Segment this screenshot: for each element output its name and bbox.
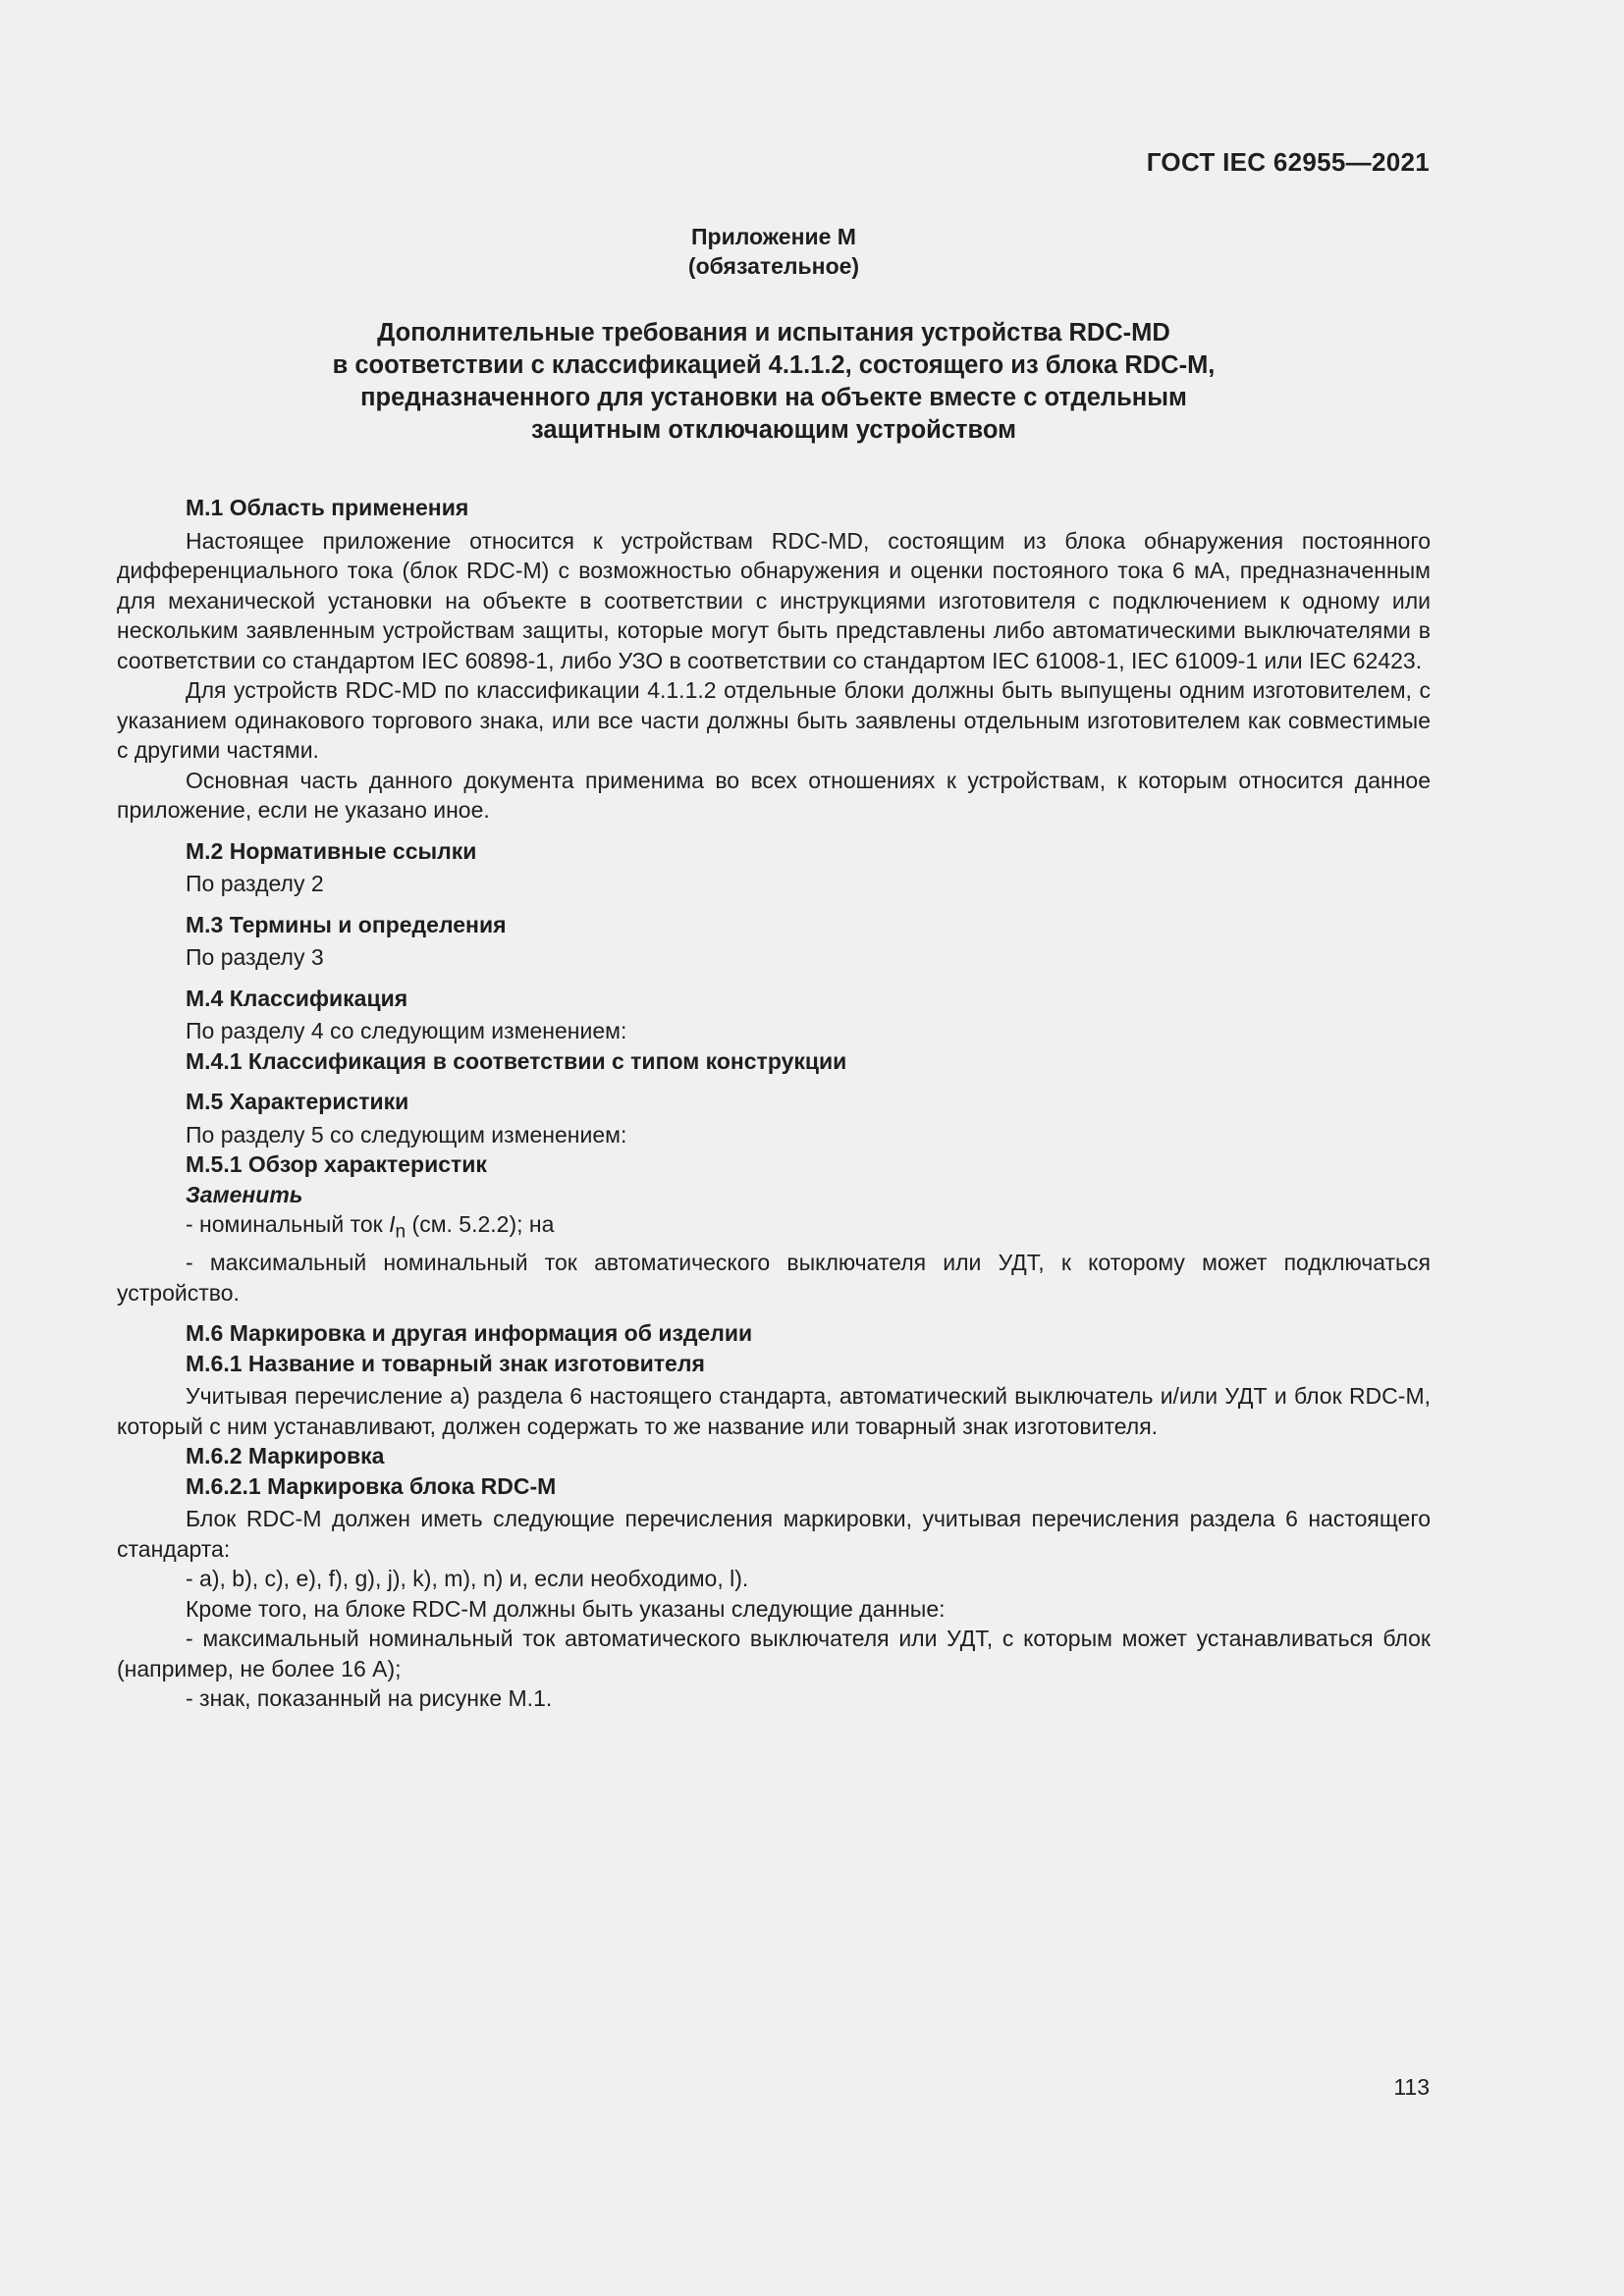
list-item: - максимальный номинальный ток автоматического выключателя или УДТ, к которому может подключаться устройство.	[117, 1250, 1431, 1306]
list-item-text: - номинальный ток	[186, 1211, 390, 1237]
section-heading-m6: М.6 Маркировка и другая информация об изделии	[186, 1320, 753, 1347]
subsection-heading-m61: М.6.1 Название и товарный знак изготовителя	[186, 1350, 705, 1376]
paragraph: Кроме того, на блоке RDC-M должны быть указаны следующие данные:	[186, 1595, 946, 1622]
paragraph: По разделу 2	[186, 871, 324, 896]
paragraph: Для устройств RDC-MD по классификации 4.1.1.2 отдельные блоки должны быть выпущены одним изготовителем, с указанием одинакового торгового знака, или все части должны быть заявлены отдельным изготовителем как совместимые с другими частями.	[117, 677, 1431, 763]
title-line: предназначенного для установки на объекте вместе с отдельным	[360, 384, 1187, 411]
page-number: 113	[1393, 2074, 1430, 2100]
list-item: - a), b), c), e), f), g), j), k), m), n) и, если необходимо, l).	[186, 1566, 749, 1592]
list-item: - знак, показанный на рисунке М.1.	[186, 1685, 553, 1712]
section-heading-m2: М.2 Нормативные ссылки	[186, 837, 477, 864]
title-line: Дополнительные требования и испытания устройства RDC-MD	[377, 319, 1170, 347]
list-item-text: (см. 5.2.2); на	[406, 1211, 555, 1237]
paragraph: Учитывая перечисление a) раздела 6 настоящего стандарта, автоматический выключатель и/или УДТ и блок RDC-M, который с ним устанавливают, должен содержать то же название или товарный знак изготовителя.	[117, 1383, 1431, 1439]
appendix-title	[0, 317, 1547, 447]
section-heading-m1: М.1 Область применения	[186, 495, 469, 520]
document-body	[117, 493, 1431, 1714]
replace-label: Заменить	[186, 1181, 303, 1207]
list-item: - максимальный номинальный ток автоматического выключателя или УДТ, с которым может устанавливаться блок (например, не более 16 А);	[117, 1626, 1431, 1682]
subsection-heading-m51: М.5.1 Обзор характеристик	[186, 1151, 487, 1177]
paragraph: По разделу 4 со следующим изменением:	[186, 1018, 627, 1043]
subsection-heading-m41: М.4.1 Классификация в соответствии с типом конструкции	[186, 1047, 847, 1074]
paragraph: Настоящее приложение относится к устройствам RDC-MD, состоящим из блока обнаружения постоянного дифференциального тока (блок RDC-M) с возможностью обнаружения и оценки постояного тока 6 мА, предназначенным для механической установки на объекте в соответствии с инструкциями изготовителя с подключением к одному или нескольким заявленным устройствам защиты, которые могут быть представлены либо автоматическими выключателями в соответствии со стандартом IEC 60898-1, либо УЗО в соответствии со стандартом IEC 61008-1, IEC 61009-1 или IEC 62423.	[117, 527, 1431, 673]
appendix-label: Приложение М	[691, 224, 856, 249]
paragraph: По разделу 5 со следующим изменением:	[186, 1121, 627, 1148]
current-subscript: n	[395, 1221, 406, 1243]
appendix-status: (обязательное)	[687, 253, 860, 279]
section-heading-m4: М.4 Классификация	[186, 985, 408, 1011]
current-symbol: I	[389, 1211, 396, 1237]
paragraph: Основная часть данного документа применима во всех отношениях к устройствам, к которым относится данное приложение, если не указано иное.	[117, 767, 1431, 823]
subsection-heading-m621: М.6.2.1 Маркировка блока RDC-M	[186, 1472, 557, 1499]
subsection-heading-m62: М.6.2 Маркировка	[186, 1443, 385, 1469]
section-heading-m3: М.3 Термины и определения	[186, 911, 507, 937]
title-line: защитным отключающим устройством	[531, 416, 1016, 444]
section-heading-m5: М.5 Характеристики	[186, 1089, 409, 1114]
document-code: ГОСТ IEC 62955—2021	[1146, 147, 1430, 177]
appendix-heading	[0, 222, 1547, 281]
paragraph: По разделу 3	[186, 944, 324, 970]
list-item	[117, 1209, 1431, 1248]
paragraph: Блок RDC-M должен иметь следующие перечисления маркировки, учитывая перечисления раздела 6 настоящего стандарта:	[117, 1506, 1431, 1562]
title-line: в соответствии с классификацией 4.1.1.2, состоящего из блока RDC-M,	[332, 351, 1216, 379]
